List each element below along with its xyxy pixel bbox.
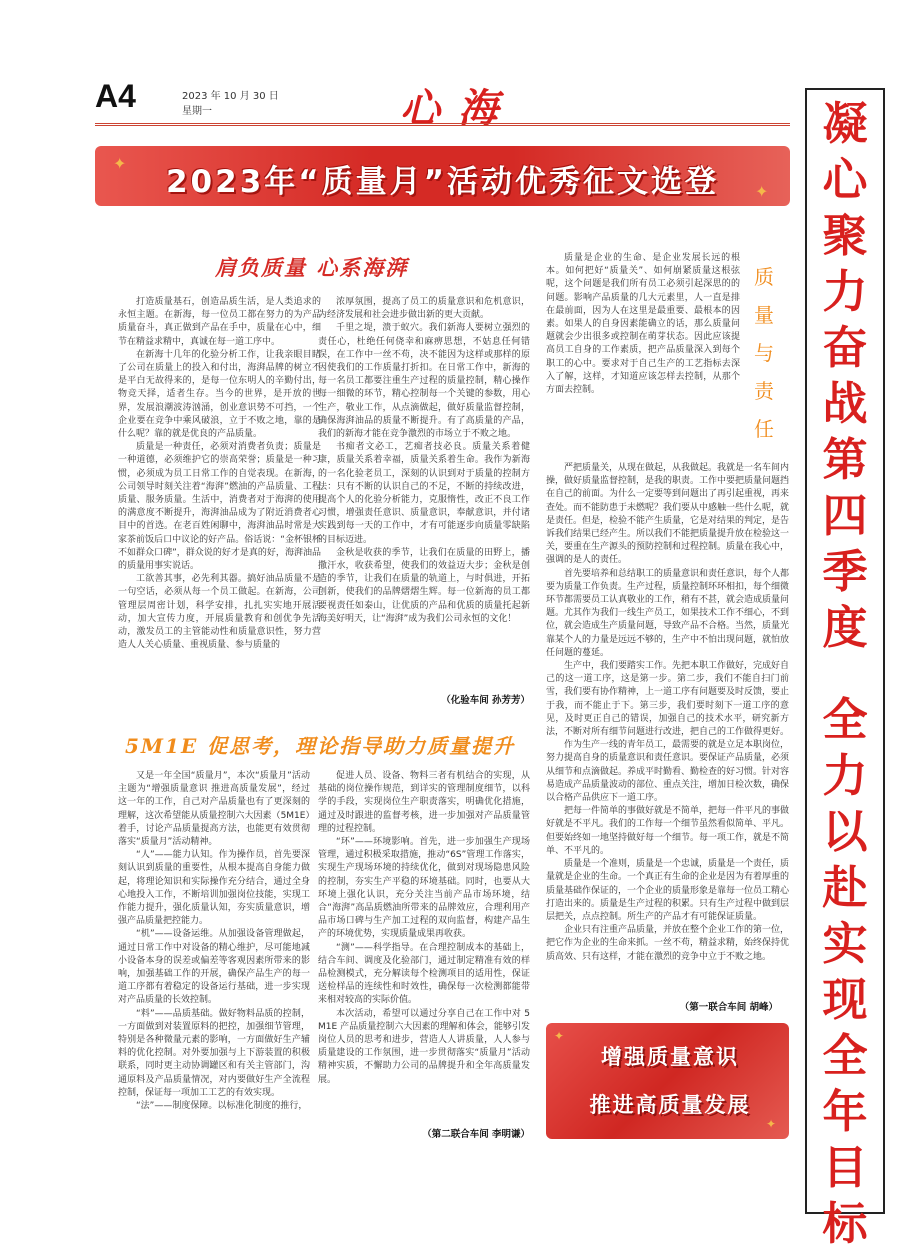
slogan-char: 全: [822, 693, 868, 746]
page-number: A4: [95, 78, 136, 114]
article2-title: 5M1E 促思考，理论指导助力质量提升: [125, 734, 516, 758]
newspaper-logo: 心海: [400, 85, 516, 132]
paragraph: 质量是一种责任，必须对消费者负责；质量是一种道德，必须维护它的崇高荣誉；质量是一种习惯，必须成为员工日常工作的自觉表现。在新海，公司领导时刻关注着“海湃”燃油的产品质量、工程质量、服务质量。生活中，消费者对于海湃的使用的满意度不断提升，海湃油品成为了附近消费者心目中的首选。在老百姓闲聊中，海湃油品时常是大家茶前饭后口中议论的好产品。俗话说：“金杯银杯不如群众口碑”，群众说的好才是真的好，海湃油品的质量用事实说话。: [118, 442, 321, 572]
slogan-char: 全: [822, 1029, 868, 1082]
paragraph: “环”——环境影响。首先，进一步加强生产现场管理，通过积极采取措施，推动“6S”管理工作落实，实现生产现场环境的持续优化，做到对现场隐患风险的控制，夯实生产平稳的环境基础。同时，也要从大环境上强化认识，充分关注当前产品市场环境，结合“海湃”高品质燃油所带来的品牌效应，合理利用产品市场口碑与生产加工过程的双向监督，构建产品生产的环境优势，实现质量成果再收获。: [318, 837, 530, 940]
paragraph: 质量是企业的生命、是企业发展长远的根本。如何把好“质量关”、如何崩紧质量这根弦呢，这个问题是我们所有员工必须引起深思的的问题。影响产品质量的几大元素里，人一直是排在最前面，因为人在这里是最重要、最根本的因素。如果人的自身因素能确立的话，那么质量问题就会少出很多或控制在萌芽状态。因此应该提高员工自身的工作素质，把产品质量深入到每个职工的心中。要求对于自己生产的工艺指标去深入了解，这样，才知道应该怎样去控制，从那个方面去控制。: [546, 253, 740, 396]
promo-line-1: 增强质量意识: [601, 1045, 739, 1069]
paragraph: 金秋是收获的季节，让我们在质量的田野上，播撒汗水，收获希望，使我们的效益迈大步；金秋是创造的季节，让我们在质量的轨道上，与时俱进，开拓创新，使我们的品牌熠熠生辉。每一位新海的员工都要视责任如泰山，让优质的产品和优质的质量托起新海美好明天，让“海湃”成为我们公司永恒的文化！: [318, 547, 530, 624]
paragraph: 在新海十几年的化验分析工作，让我亲眼目睹了公司在质量上的投入和付出，海湃品牌的树立不是平白无故得来的，是每一位东明人的辛勤付出，物竞天择，适者生存。当今的世界，是开放的世界，发展浪潮波涛汹涌，创业意识势不可挡，一个企业要在竞争中乘风破浪，立于不败之地，靠的是什么呢？靠的就是优良的产品质量。: [118, 349, 321, 440]
slogan-char: 度: [822, 601, 868, 654]
paragraph: 千里之堤，溃于蚁穴。我们新海人要树立强烈的责任心，杜绝任何侥幸和麻痹思想，不姑息任何错误，在工作中一丝不苟，决不能因为这样或那样的原因使我们的工作质量打折扣。在日常工作中，新海的每一名员工都要注重生产过程的质量控制，精心操作每一细微的环节，精心控制每一个关键的参数，用心生产，敬业工作，从点滴做起，做好质量监督控制，确保海湃油品的质量不断提升。有了高质量的产品，我们的新海才能在竞争激烈的市场立于不败之地。: [318, 323, 530, 440]
article1-title: 肩负质量 心系海湃: [215, 255, 409, 280]
slogan-char: 战: [822, 377, 868, 430]
slogan-char: 实: [822, 917, 868, 970]
slogan-frame: [805, 88, 885, 1250]
paragraph: “法”——制度保障。以标准化制度的推行，: [136, 1101, 308, 1112]
paragraph: “人”——能力认知。作为操作员，首先要深刻认识到质量的重要性，从根本提高自身能力做起，将理论知识和实际操作充分结合，通过全身心地投入工作，不断培训加强岗位技能，实现工作能力提升，强化质量认知，夯实质量意识，增强产品质量把控能力。: [118, 850, 310, 927]
header-divider: [95, 123, 790, 126]
article1-column-2: [318, 296, 530, 626]
star-icon: ✦: [113, 154, 127, 173]
article3-main-column: [546, 462, 789, 964]
slogan-char: 聚: [822, 209, 868, 262]
paragraph: 质量是一个准则，质量是一个忠诚，质量是一个责任，质量就是企业的生命。一个真正有生命的企业是因为有着厚重的质量基础作保证的，一个企业的质量形象是靠每一位员工精心打造出来的。质量是生产过程的积累。只有生产过程中做到层层把关，点点控制。所生产的产品才有可能保证质量。: [546, 859, 790, 922]
slogan-char: 现: [822, 973, 868, 1026]
slogan-char: 季: [822, 545, 868, 598]
article3-top-column: [546, 252, 740, 397]
star-icon: ✦: [755, 182, 769, 201]
paragraph: 首先要培养和总结职工的质量意识和责任意识，每个人都要为质量工作负责。生产过程，质量控制环环相扣，每个细微环节都需要员工认真敬业的工作，稍有不甚，就会造成质量问题。尤其作为我们一线生产员工，如果技术工作不细心，不到位，就会造成生产质量问题，导致产品不合格。当然，质量光靠某个人的力量是远远不够的，生产中不怕出现问题，就怕放任问题的蔓延。: [546, 568, 790, 658]
paragraph: “测”——科学指导。在合理控制成本的基础上，结合车间、调度及化验部门，通过制定精准有效的样品检测模式，充分解读每个检测项目的适用性，保证送检样品的连续性和时效性，确保每一次检测都能带来相对较高的实际价值。: [318, 942, 530, 1006]
slogan-char: 心: [822, 153, 868, 206]
title-char: 任: [754, 417, 774, 441]
slogan-char: 四: [822, 489, 868, 542]
feature-banner: [95, 146, 790, 206]
article2-column-1: [118, 770, 310, 1113]
slogan-gap: [807, 656, 883, 692]
promo-box: [546, 1023, 789, 1139]
paragraph: 促进人员、设备、物料三者有机结合的实现，从基础的岗位操作规范，到详实的管理制度细节，以科学的手段，实现岗位生产职责落实，明确优化措施，通过及时跟进的监督考核，进一步加强对产品质量管理的过程控制。: [318, 771, 530, 834]
star-icon: ✦: [554, 1029, 565, 1043]
paragraph: 作为生产一线的青年员工，最需要的就是立足本职岗位，努力提高自身的质量意识和责任意识。要保证产品质量，必须从细节和点滴做起。养成平时勤看、勤检查的好习惯。针对容易造成产品质量波动的部位、重点关注，增加日检次数，确保以合格产品供应下一道工序。: [546, 740, 790, 804]
date-text: 2023 年 10 月 30 日: [182, 91, 279, 102]
slogan-char: 力: [822, 749, 868, 802]
slogan-char: 标: [822, 1197, 868, 1250]
paragraph: 工欲善其事，必先利其器。搞好油品质量不是一句空话，必须从每一个员工做起。在新海，公司管理层周密计划，科学安排，扎扎实实地开展活动，加大宣传力度，开展质量教育和创优争先活动，激发员工的主管能动性和质量意识性，努力营造人人关心质量、重视质量、参与质量的: [118, 574, 321, 651]
promo-line-2: 推进高质量发展: [589, 1093, 751, 1117]
paragraph: 书痴者文必工，艺痴者技必良。质量关系着健康，质量关系着幸福，质量关系着生命。我作为新海的一名化验老员工，深刻的认识到对于质量的控制方法：只有不断的认识自己的不足，不断的持续改进，提高个人的化验分析能力，克服惰性，改正不良工作习惯，增强责任意识、质量意识，奉献意识，并付诸实践到每一天的工作中，才有可能逐步向质量零缺陷的目标迈进。: [318, 442, 530, 545]
slogan-text: [807, 96, 883, 1252]
title-char: 质: [754, 265, 774, 289]
paragraph: 浓厚氛围，提高了员工的质量意识和危机意识，为经济发展和社会进步做出新的更大贡献。: [318, 297, 530, 321]
paragraph: 本次活动，希望可以通过分享自己在工作中对 5M1E 产品质量控制六大因素的理解和体会，能够引发岗位人员的思考和进步，营造人人讲质量，人人参与质量建设的工作氛围，进一步贯彻落实“质量月”活动精神实质，不懈助力公司的品牌提升和全年高质量发展。: [318, 1008, 530, 1085]
article2-column-2: [318, 770, 530, 1087]
article3-title: [752, 258, 776, 448]
paragraph: 严把质量关，从现在做起，从我做起。我就是一名车间内操，做好质量监督控制，是我的职责。工作中要把质量问题挡在自己的前面。为什么一定要等到问题出了再引起重视，再来查处。而不能防患于未燃呢？我们要从中感触一些什么呢，就是责任。但是，检验不能产生质量，它是对结果的判定，是告诉我们结果已经产生。所以我们不能把质量提升放在检验这一关，要重在生产源头的预防控制和过程控制。质量在我心中，强调的是人的责任。: [546, 463, 790, 566]
banner-title: 2023年“质量月”活动优秀征文选登: [165, 164, 720, 200]
slogan-char: 力: [822, 265, 868, 318]
title-char: 责: [754, 379, 774, 403]
article2-signature: （第二联合车间 李明谦）: [422, 1129, 530, 1140]
paragraph: “机”——设备运维。从加强设备管理做起，通过日常工作中对设备的精心维护，尽可能地减小设备本身的误差或偏差等客观因素所带来的影响，加强基础工作的开展，确保产品生产的每一道工序都有着稳定的设备运行基础，进一步实现对产品质量的长效控制。: [118, 929, 310, 1006]
article1-signature: （化验车间 孙芳芳）: [441, 695, 530, 706]
slogan-char: 以: [822, 805, 868, 858]
paragraph: 企业只有注重产品质量，并放在整个企业工作的第一位，把它作为企业的生命来抓。一丝不苟，精益求精，始终保持优质高效、只有这样，才能在激烈的竞争中立于不败之地。: [546, 925, 790, 962]
title-char: 量: [754, 303, 774, 327]
article1-column-1: [118, 296, 321, 652]
slogan-char: 第: [822, 433, 868, 486]
slogan-char: 奋: [822, 321, 868, 374]
article3-signature: （第一联合车间 胡峰）: [679, 1002, 778, 1013]
issue-date: [182, 89, 279, 119]
slogan-char: 年: [822, 1085, 868, 1138]
paragraph: 把每一件简单的事做好就是不简单，把每一件平凡的事做好就是不平凡。我们的工作每一个细节虽然看似简单、平凡。但要始终如一地坚持做好每一个细节。每一项工作，就是不简单、不平凡的。: [546, 806, 790, 856]
slogan-char: 赴: [822, 861, 868, 914]
slogan-char: 目: [822, 1141, 868, 1194]
star-icon: ✦: [766, 1117, 777, 1131]
title-char: 与: [754, 341, 774, 365]
paragraph: 又是一年全国“质量月”，本次“质量月”活动主题为“增强质量意识 推进高质量发展”，经过这一年的工作，自己对产品质量也有了更深刻的理解，这次希望能从质量控制六大因素（5M1E）着手，讨论产品质量提高方法，也能更有效贯彻落实“质量月”活动精神。: [118, 771, 310, 848]
paragraph: 打造质量基石，创造品质生活，是人类追求的永恒主题。在新海，每一位员工都在努力的为产品质量奋斗，真正做到产品在手中，质量在心中，细节在精益求精中，真诚在每一道工序中。: [118, 297, 321, 347]
paragraph: “料”——品质基础。做好物料品质的控制，一方面做到对装置原料的把控，加强细节管理，特别是各种微量元素的影响，一方面做好生产辅料的优化控制。对外要加强与上下游装置的积极联系，同时更主动协调罐区和有关主管部门，沟通原料及产品质量情况，对内要做好生产全流程控制，保证每一项加工工艺的有效实现。: [118, 1008, 310, 1098]
slogan-char: 凝: [822, 97, 868, 150]
paragraph: 生产中，我们要踏实工作。先把本职工作做好，完成好自己的这一道工序，这是第一步。第二步，我们不能自扫门前雪，我们要有协作精神，上一道工序有问题要及时反馈，要止于我，而不能止于下。第三步，我们要时刻下一道工序的意见，及时更正自己的错误，加强自己的技术水平，研究新方法，不断对所有细节问题进行改进，把自己的工作做得更好。: [546, 661, 790, 738]
weekday-text: 星期一: [182, 106, 212, 117]
